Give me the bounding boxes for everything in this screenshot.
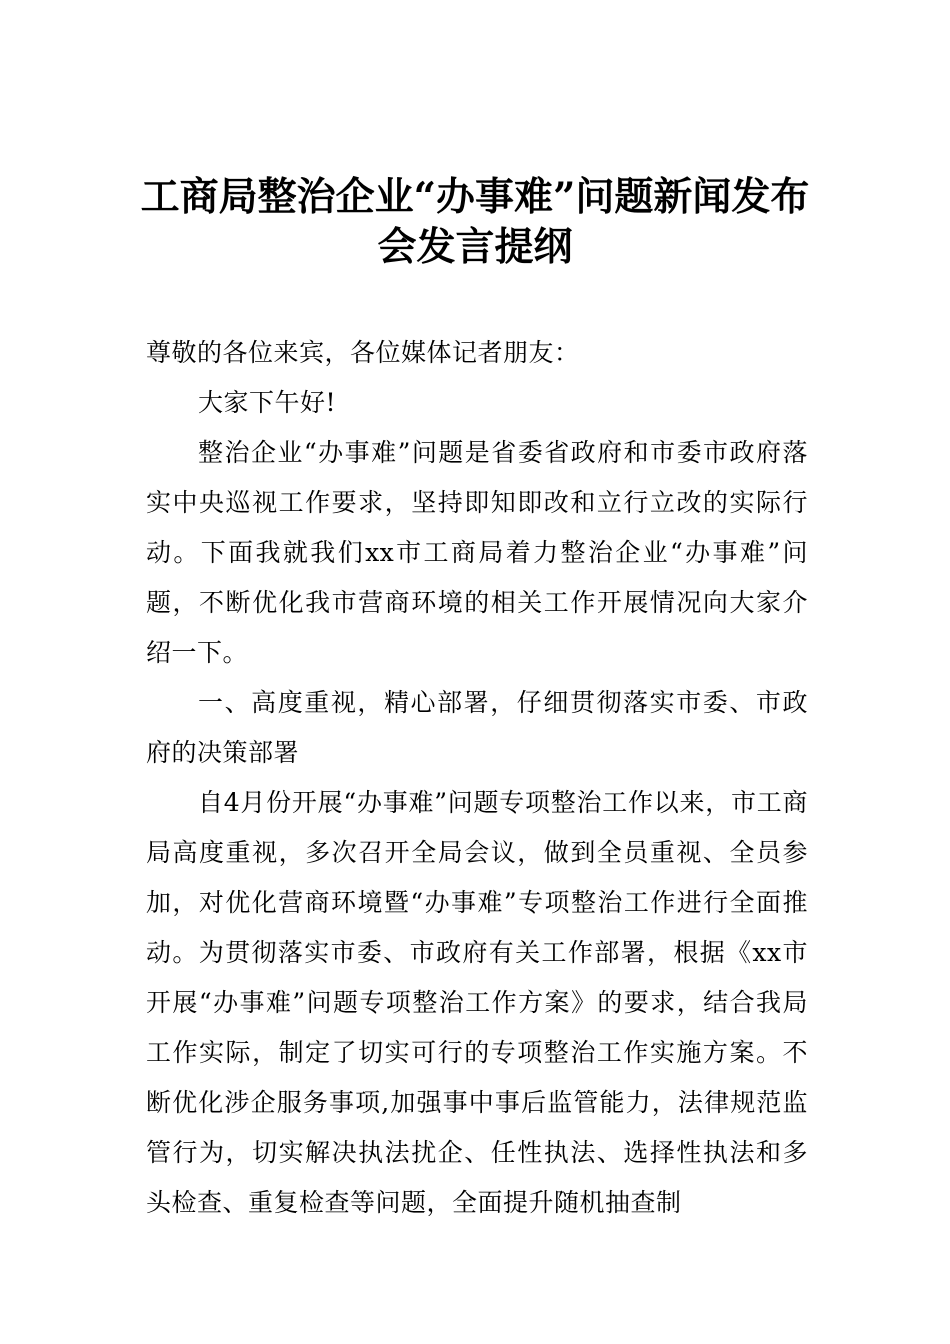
paragraph-section-1: 自4月份开展“办事难”问题专项整治工作以来，市工商局高度重视，多次召开全局会议，做到全员重视、全员参加，对优化营商环境暨“办事难”专项整治工作进行全面推动。为贯彻落实市委、市政府有关工作部署，根据《xx市开展“办事难”问题专项整治工作方案》的要求，结合我局工作实际，制定了切实可行的专项整治工作实施方案。不断优化涉企服务事项,加强事中事后监管能力，法律规范监管行为，切实解决执法扰企、任性执法、选择性执法和多头检查、重复检查等问题，全面提升随机抽查制	[146, 788, 808, 1217]
title-line-1: 工商局整治企业“办事难”问题新闻发布	[140, 174, 810, 220]
salutation: 尊敬的各位来宾，各位媒体记者朋友：	[146, 338, 580, 367]
paragraph-intro: 整治企业“办事难”问题是省委省政府和市委市政府落实中央巡视工作要求，坚持即知即改和立行立改的实际行动。下面我就我们xx市工商局着力整治企业“办事难”问题，不断优化我市营商环境的相关工作开展情况向大家介绍一下。	[146, 438, 808, 667]
greeting: 大家下午好!	[198, 388, 337, 417]
document-title	[100, 172, 850, 272]
section-heading-1: 一、高度重视，精心部署，仔细贯彻落实市委、市政府的决策部署	[146, 688, 808, 767]
title-line-2: 会发言提纲	[377, 224, 573, 270]
document-body	[146, 328, 808, 1228]
